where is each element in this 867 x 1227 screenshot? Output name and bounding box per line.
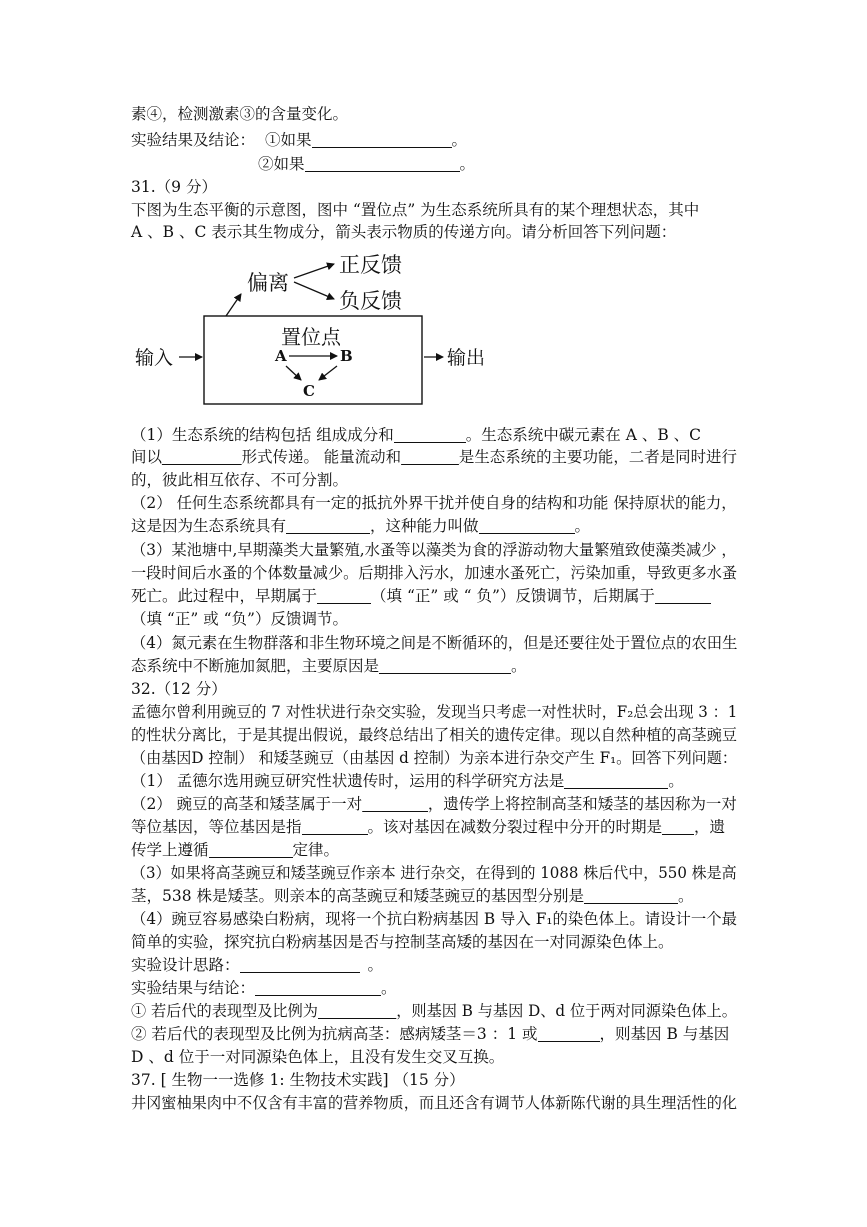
q32-part3-line2: 茎，538 株是矮茎。则亲本的高茎豌豆和矮茎豌豆的基因型分别是 。 [131, 887, 694, 905]
answer-blank[interactable] [209, 841, 293, 858]
answer-blank[interactable] [662, 818, 694, 835]
positive-feedback-label: 正反馈 [339, 253, 402, 277]
text-line: 一段时间后水蚤的个体数量减少。后期排入污水，加速水蚤死亡，污染加重，导致更多水蚤 [131, 564, 738, 582]
answer-blank[interactable] [401, 448, 459, 465]
q32-part2-line3: 传学上遵循 定律。 [131, 841, 340, 859]
answer-blank[interactable] [538, 1025, 600, 1042]
input-label: 输入 [135, 347, 174, 369]
text-line: D 、d 位于一对同源染色体上，且没有发生交叉互换。 [131, 1048, 505, 1066]
text-line: （3）如果将高茎豌豆和矮茎豌豆作亲本 进行杂交，在得到的 1088 株后代中，550 株是高 [131, 864, 737, 882]
answer-blank[interactable] [479, 517, 575, 534]
design-line: 实验设计思路： 。 [131, 956, 384, 974]
answer-blank[interactable] [255, 979, 381, 996]
output-label: 输出 [447, 347, 486, 369]
node-b: B [340, 347, 353, 365]
arrow-negative [294, 282, 334, 299]
node-c: C [303, 382, 315, 400]
text-line: 孟德尔曾利用豌豆的 7 对性状进行杂交实验，发现当只考虑一对性状时，F₂总会出现 3 ：1 [131, 703, 738, 721]
text-line: （2） 任何生态系统都具有一定的抵抗外界干扰并使自身的结构和功能 保持原状的能力， [131, 494, 737, 512]
q31-part1-line2: 间以 形式传递。 能量流动和 是生态系统的主要功能，二者是同时进行 [131, 448, 737, 466]
set-point-label: 置位点 [281, 325, 341, 349]
result-line: 实验结果与结论： 。 [131, 979, 397, 997]
conclusion-2: ② 若后代的表现型及比例为抗病高茎：感病矮茎＝3 ：1 或 ，则基因 B 与基因 [131, 1025, 730, 1043]
text-line: （4）豌豆容易感染白粉病，现将一个抗白粉病基因 B 导入 F₁的染色体上。请设计一个最 [131, 910, 738, 928]
text-line: 井冈蜜柚果肉中不仅含有丰富的营养物质，而且还含有调节人体新陈代谢的具生理活性的化 [131, 1094, 738, 1112]
answer-blank[interactable] [655, 587, 711, 604]
arrow-a-to-c [286, 366, 301, 380]
q31-part2-line2: 这是因为生态系统具有 ，这种能力叫做 。 [131, 517, 591, 535]
q31-part1-line1: （1）生态系统的结构包括 组成成分和 。生态系统中碳元素在 A 、B 、C [131, 426, 702, 444]
question-32-heading: 32.（12 分） [131, 680, 227, 698]
answer-blank[interactable] [362, 795, 428, 812]
answer-blank[interactable] [305, 155, 460, 172]
text-line: （由基因D 控制） 和矮茎豌豆（由基因 d 控制）为亲本进行杂交产生 F₁。回答下列问题： [131, 749, 737, 767]
answer-blank[interactable] [240, 956, 360, 973]
conclusion-1: ① 若后代的表现型及比例为 ，则基因 B 与基因 D、d 位于两对同源染色体上。 [131, 1002, 737, 1020]
deviation-label: 偏离 [247, 271, 289, 295]
answer-blank[interactable] [317, 587, 371, 604]
node-a: A [275, 347, 287, 365]
text-line: 的性状分离比，于是其提出假说，最终总结出了相关的遗传定律。现以自然种植的高茎豌豆 [131, 726, 738, 744]
answer-blank[interactable] [564, 772, 668, 789]
arrow-to-deviation [226, 294, 241, 316]
text-line: （填 “正” 或 “负”）反馈调节。 [131, 610, 348, 628]
text-line: （4）氮元素在生物群落和非生物环境之间是不断循环的，但是还要往处于置位点的农田生 [131, 634, 738, 652]
text-line: 下图为生态平衡的示意图，图中 “置位点” 为生态系统所具有的某个理想状态，其中 [131, 201, 700, 219]
answer-blank[interactable] [394, 426, 466, 443]
text-line: 的，彼此相互依存、不可分割。 [131, 471, 349, 489]
text-line: 素④，检测激素③的含量变化。 [131, 105, 349, 123]
answer-blank[interactable] [379, 657, 511, 674]
question-37-heading: 37. [ 生物一一选修 1: 生物技术实践] （15 分） [131, 1071, 465, 1089]
text-line: 简单的实验，探究抗白粉病基因是否与控制茎高矮的基因在一对同源染色体上。 [131, 933, 674, 951]
q32-part2-line2: 等位基因，等位基因是指 。该对基因在减数分裂过程中分开的时期是 ，遗 [131, 818, 726, 836]
q31-part4-line2: 态系统中不断施加氮肥，主要原因是 。 [131, 657, 527, 675]
results-line-1: 实验结果及结论： ①如果 。 [131, 131, 468, 149]
text-line: （3）某池塘中,早期藻类大量繁殖,水蚤等以藻类为食的浮游动物大量繁殖致使藻类减少 ， [131, 541, 737, 559]
q32-part2-line1: （2） 豌豆的高茎和矮茎属于一对 ，遗传学上将控制高茎和矮茎的基因称为一对 [131, 795, 737, 813]
answer-blank[interactable] [584, 887, 678, 904]
arrow-b-to-c [319, 366, 337, 380]
arrow-positive [294, 264, 334, 278]
answer-blank[interactable] [312, 131, 452, 148]
answer-blank[interactable] [162, 448, 242, 465]
negative-feedback-label: 负反馈 [339, 289, 402, 313]
answer-blank[interactable] [302, 818, 368, 835]
results-line-2: ②如果 。 [258, 155, 476, 173]
text-line: A 、B 、C 表示其生物成分，箭头表示物质的传递方向。请分析回答下列问题： [131, 223, 677, 241]
answer-blank[interactable] [318, 1002, 396, 1019]
ecological-balance-diagram [131, 252, 496, 412]
question-31-heading: 31.（9 分） [131, 178, 217, 196]
answer-blank[interactable] [286, 517, 370, 534]
q31-part3-line3: 死亡。此过程中，早期属于 （填 “正” 或 “ 负”）反馈调节，后期属于 [131, 585, 711, 607]
q32-part1: （1） 孟德尔选用豌豆研究性状遗传时，运用的科学研究方法是 。 [131, 772, 684, 790]
